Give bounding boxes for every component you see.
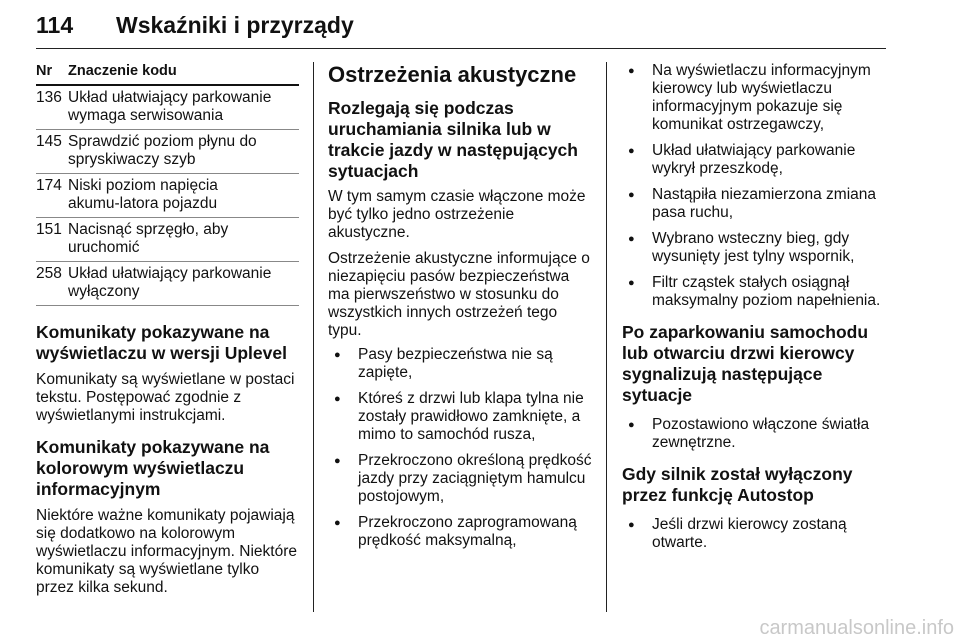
table-row xyxy=(36,218,299,262)
table-row xyxy=(36,174,299,218)
header-rule xyxy=(36,48,886,49)
list-item: ● Na wyświetlaczu informacyjnym kierowcy lub wyświetlaczu informacyjnym pokazuje się komunikat ostrzegawczy, xyxy=(622,62,886,134)
row-code: 174 xyxy=(36,177,62,194)
row-code: 145 xyxy=(36,133,62,150)
page-number: 114 xyxy=(36,12,74,38)
acoustic-list xyxy=(328,346,592,550)
list-item: ● Przekroczono określoną prędkość jazdy przy zaciągniętym hamulcu postojowym, xyxy=(328,452,592,506)
list-item: ● Pasy bezpieczeństwa nie są zapięte, xyxy=(328,346,592,382)
list-item: ● Układ ułatwiający parkowanie wykrył przeszkodę, xyxy=(622,142,886,178)
parked-heading: Po zaparkowaniu samochodu lub otwarciu drzwi kierowcy sygnalizują następujące sytuacje xyxy=(622,322,869,405)
list-item: ● Przekroczono zaprogramowaną prędkość maksymalną, xyxy=(328,514,592,550)
list-item: ● Nastąpiła niezamierzona zmiana pasa ruchu, xyxy=(622,186,886,222)
autostop-heading: Gdy silnik został wyłączony przez funkcję Autostop xyxy=(622,464,853,505)
list-item: ● Któreś z drzwi lub klapa tylna nie zostały prawidłowo zamknięte, a mimo to samochód rusza, xyxy=(328,390,592,444)
uplevel-heading: Komunikaty pokazywane na wyświetlaczu w wersji Uplevel xyxy=(36,322,287,363)
list-item: ● Jeśli drzwi kierowcy zostaną otwarte. xyxy=(622,516,886,552)
row-code: 151 xyxy=(36,221,62,238)
acoustic-para-2: Ostrzeżenie akustyczne informujące o niezapięciu pasów bezpieczeństwa ma pierwszeństwo w stosunku do wszystkich innych ostrzeżeń tego typu. xyxy=(328,250,590,339)
table-header-nr: Nr xyxy=(36,63,53,79)
row-desc: Układ ułatwiający parkowanie wymaga serwisowania xyxy=(68,89,272,124)
uplevel-text: Komunikaty są wyświetlane w postaci tekstu. Postępować zgodnie z wyświetlanymi instrukcjami. xyxy=(36,371,295,424)
column-divider-1 xyxy=(313,62,314,612)
page-title: Wskaźniki i przyrządy xyxy=(116,12,354,38)
table-header xyxy=(36,62,299,86)
column-2 xyxy=(328,62,592,550)
acoustic-para-1: W tym samym czasie włączone może być tylko jedno ostrzeżenie akustyczne. xyxy=(328,188,586,241)
row-code: 136 xyxy=(36,89,62,106)
table-row xyxy=(36,130,299,174)
watermark: carmanualsonline.info xyxy=(759,617,954,639)
row-desc: Niski poziom napięcia akumu‑latora pojazdu xyxy=(68,177,218,212)
table-row xyxy=(36,262,299,306)
table-header-desc: Znaczenie kodu xyxy=(68,63,177,79)
column-1 xyxy=(36,62,299,597)
column-3 xyxy=(622,62,886,552)
row-desc: Układ ułatwiający parkowanie wyłączony xyxy=(68,265,272,300)
list-item: ● Pozostawiono włączone światła zewnętrzne. xyxy=(622,416,886,452)
column-divider-2 xyxy=(606,62,607,612)
list-item: ● Filtr cząstek stałych osiągnął maksymalny poziom napełnienia. xyxy=(622,274,886,310)
acoustic-title: Ostrzeżenia akustyczne xyxy=(328,62,577,87)
page-header xyxy=(36,8,884,48)
row-desc: Nacisnąć sprzęgło, aby uruchomić xyxy=(68,221,229,256)
list-item: ● Wybrano wsteczny bieg, gdy wysunięty jest tylny wspornik, xyxy=(622,230,886,266)
row-code: 258 xyxy=(36,265,62,282)
acoustic-heading: Rozlegają się podczas uruchamiania silnika lub w trakcie jazdy w następujących sytuacjach xyxy=(328,98,578,181)
table-row xyxy=(36,86,299,130)
row-desc: Sprawdzić poziom płynu do spryskiwaczy szyb xyxy=(68,133,257,168)
parked-list xyxy=(622,416,886,452)
color-display-text: Niektóre ważne komunikaty pojawiają się dodatkowo na kolorowym wyświetlaczu informacyjnym. Niektóre komunikaty są wyświetlane tylko przez kilka sekund. xyxy=(36,507,297,596)
autostop-list xyxy=(622,516,886,552)
color-display-heading: Komunikaty pokazywane na kolorowym wyświetlaczu informacyjnym xyxy=(36,437,270,499)
warning-list xyxy=(622,62,886,310)
